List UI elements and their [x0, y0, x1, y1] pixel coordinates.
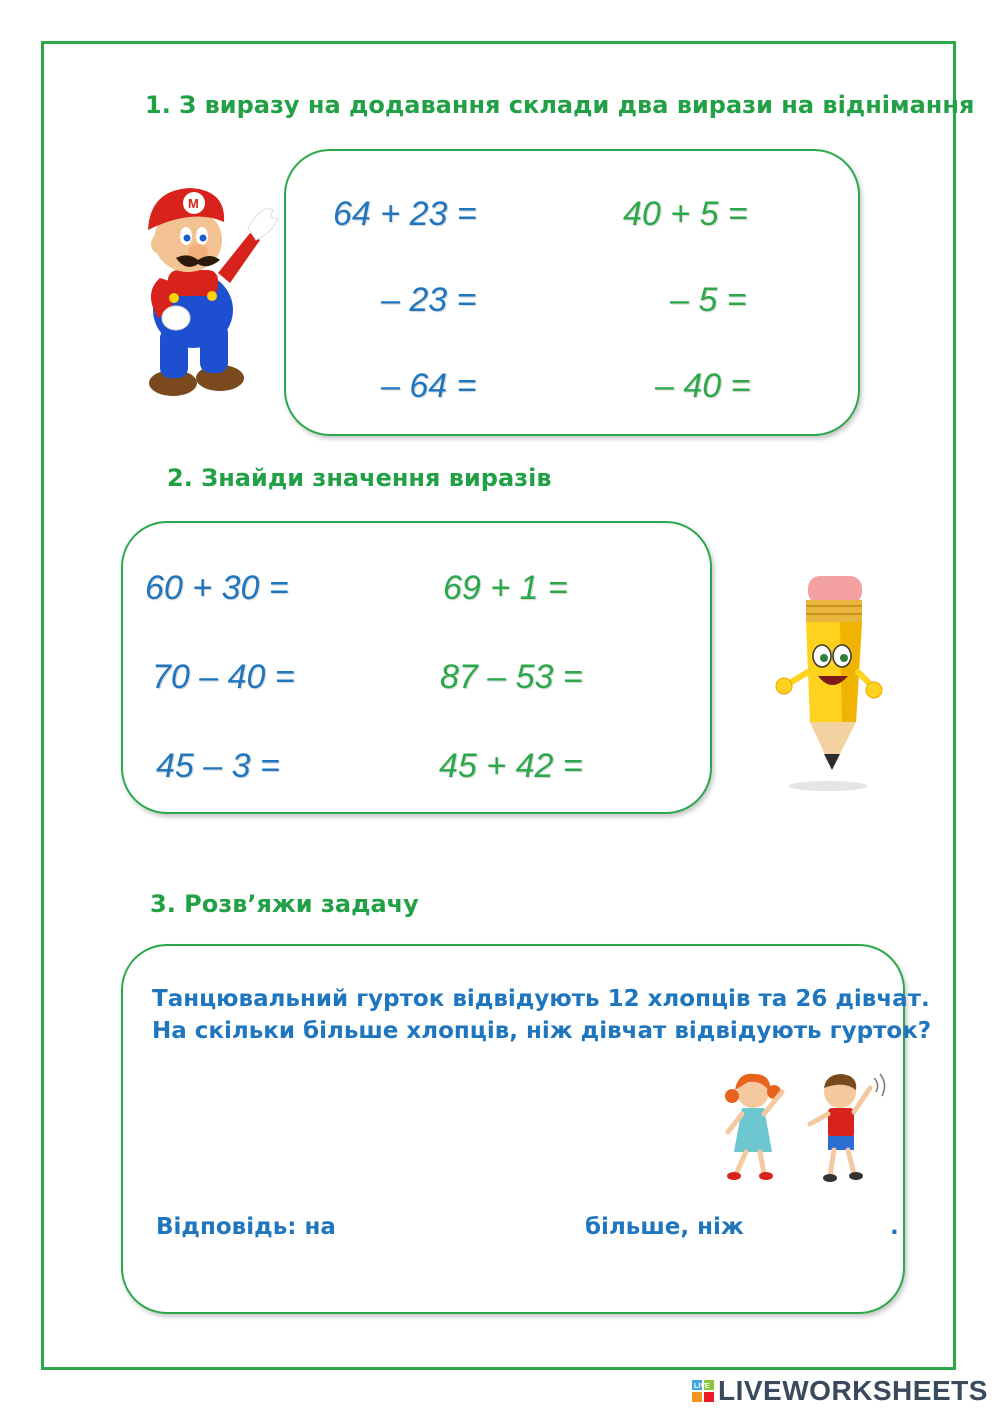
mario-illustration: [138, 178, 278, 408]
answer-prefix: Відповідь: на: [156, 1214, 336, 1240]
problem-text: [152, 983, 931, 1047]
logo-text: LIVEWORKSHEETS: [718, 1375, 988, 1406]
task2-expr-1-2: 70 – 40 =: [152, 658, 295, 696]
task2-expr-2-2: 87 – 53 =: [440, 658, 583, 696]
problem-line-2: На скільки більше хлопців, ніж дівчат відвідують гурток?: [152, 1018, 932, 1044]
svg-text:LIVE: LIVE: [694, 1383, 710, 1390]
task2-title: 2. Знайди значення виразів: [167, 464, 552, 492]
answer-end: .: [890, 1214, 899, 1240]
answer-middle: більше, ніж: [585, 1214, 744, 1240]
task1-expr-2-2: – 5 =: [670, 281, 747, 319]
problem-line-1: Танцювальний гурток відвідують 12 хлопців та 26 дівчат.: [152, 986, 930, 1012]
task2-expr-1-3: 45 – 3 =: [156, 747, 280, 785]
task2-expr-1-1: 60 + 30 =: [145, 569, 289, 607]
live-badge-icon: [692, 1380, 714, 1402]
pencil-illustration: [770, 572, 885, 797]
svg-text:M: M: [188, 196, 199, 211]
task1-expr-1-3: – 64 =: [381, 367, 477, 405]
task1-expr-1-1: 64 + 23 =: [333, 195, 477, 233]
task3-title: 3. Розв’яжи задачу: [150, 890, 419, 918]
liveworksheets-logo[interactable]: [692, 1376, 988, 1406]
task2-expr-2-3: 45 + 42 =: [439, 747, 583, 785]
task1-expr-1-2: – 23 =: [381, 281, 477, 319]
task1-box: [284, 149, 860, 436]
task2-expr-2-1: 69 + 1 =: [443, 569, 568, 607]
task1-expr-2-1: 40 + 5 =: [623, 195, 748, 233]
task1-expr-2-3: – 40 =: [655, 367, 751, 405]
task1-title: 1. З виразу на додавання склади два вирази на віднімання: [145, 91, 975, 119]
children-illustration: [718, 1070, 888, 1193]
